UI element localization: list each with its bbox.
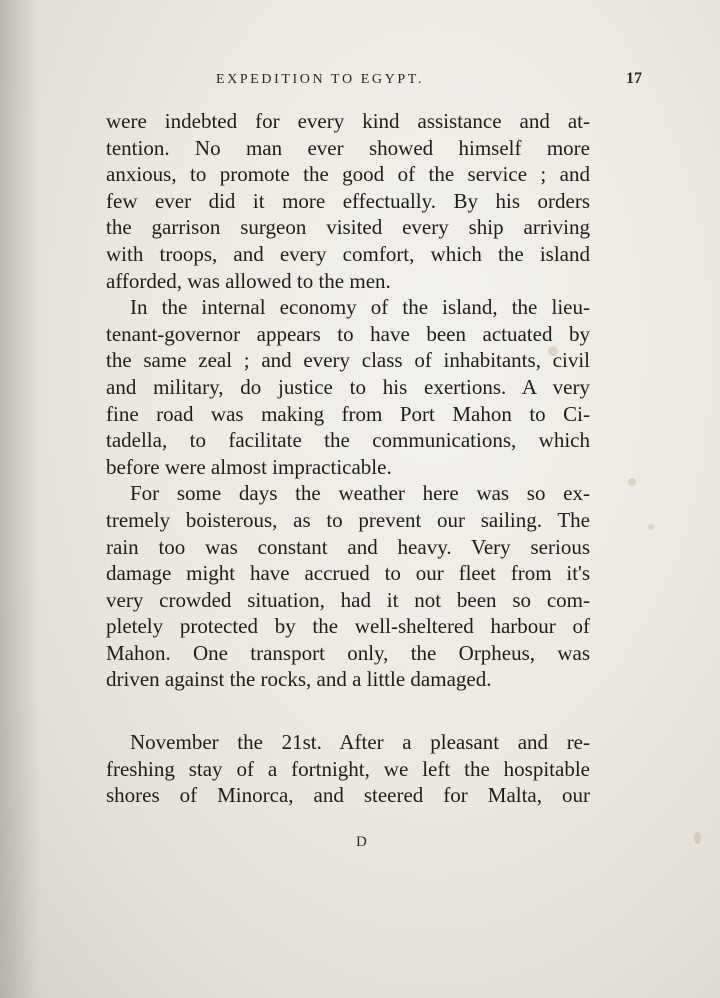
text-line: In the internal economy of the island, the lieu- [130,295,590,320]
foxing-stain [628,478,636,486]
foxing-stain [648,524,654,530]
paragraph [106,480,590,693]
paragraph [106,729,590,809]
text-line: tadella, to facilitate the communications, which [106,428,590,453]
text-line: November the 21st. After a pleasant and re- [130,730,590,755]
text-line: damage might have accrued to our fleet from it's [106,561,590,586]
text-line: driven against the rocks, and a little damaged. [106,667,492,692]
text-line: anxious, to promote the good of the service ; and [106,162,590,187]
text-line: fine road was making from Port Mahon to Ci- [106,401,590,426]
running-title: EXPEDITION TO EGYPT. [216,72,424,87]
running-head [0,72,720,96]
signature-mark: D [356,834,367,850]
text-line: with troops, and every comfort, which the island [106,241,590,266]
text-line: the garrison surgeon visited every ship arriving [106,215,590,240]
text-line: the same zeal ; and every class of inhabitants, civil [106,348,590,373]
text-line: before were almost impracticable. [106,454,392,479]
text-line: few ever did it more effectually. By his orders [106,188,590,213]
section-gap [106,693,590,729]
text-line: rain too was constant and heavy. Very serious [106,534,590,559]
paragraph [106,108,590,294]
text-line: shores of Minorca, and steered for Malta, our [106,783,590,808]
text-line: freshing stay of a fortnight, we left the hospitable [106,756,590,781]
text-line: tention. No man ever showed himself more [106,135,590,160]
text-line: pletely protected by the well-sheltered harbour of [106,614,590,639]
text-line: were indebted for every kind assistance and at- [106,109,590,133]
text-line: tremely boisterous, as to prevent our sailing. The [106,507,590,532]
paragraph [106,294,590,480]
text-line: tenant-governor appears to have been actuated by [106,321,590,346]
page-number: 17 [626,70,642,87]
text-line: and military, do justice to his exertions. A very [106,374,590,399]
text-line: very crowded situation, had it not been so com- [106,587,590,612]
text-line: For some days the weather here was so ex- [130,481,590,506]
foxing-stain [694,832,701,844]
body-text [106,108,590,809]
text-line: afforded, was allowed to the men. [106,268,391,293]
text-line: Mahon. One transport only, the Orpheus, was [106,640,590,665]
